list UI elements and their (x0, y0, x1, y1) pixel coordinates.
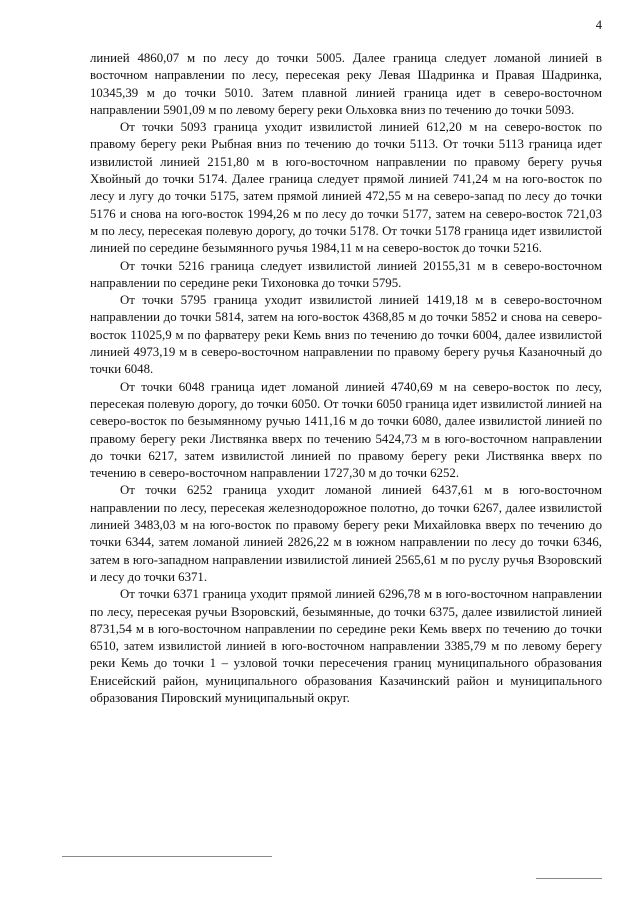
paragraph-7: От точки 6371 граница уходит прямой линией 6296,78 м в юго-восточном направлении по лесу, пересекая ручьи Взоровский, безымянные, до точки 6375, далее извилистой линией 8731,54 м в юго-восточном направлении по середине реки Кемь вверх по течению до точки 6510, затем извилистой линией в юго-восточном направлении 3385,79 м по левому берегу реки Кемь до точки 1 – узловой точки пересечения границ муниципального образования Енисейский район, муниципального образования Казачинский район и муниципального образования Пировский муниципальный округ. (90, 587, 602, 705)
paragraph-4: От точки 5795 граница уходит извилистой линией 1419,18 м в северо-восточном направлении до точки 5814, затем на юго-восток 4368,85 м до точки 5852 и снова на северо-восток 11025,9 м по фарватеру реки Кемь вниз по течению до точки 6004, далее извилистой линией 4973,19 м в северо-восточном направлении по правому берегу ручья Казаночный до точки 6048. (90, 293, 602, 377)
page-number: 4 (595, 18, 602, 32)
paragraph-5: От точки 6048 граница идет ломаной линией 4740,69 м на северо-восток по лесу, пересекая полевую дорогу, до точки 6050. От точки 6050 граница идет извилистой линией на северо-восток по безымянному ручью 1411,16 м до точки 6080, далее извилистой линией по правому берегу реки Листвянка вверх по течению 5424,73 м в юго-восточном направлении до точки 6217, затем извилистой линией по правому берегу реки Листвянка вверх по течению в северо-восточном направлении 1727,30 м до точки 6252. (90, 379, 602, 481)
document-body (90, 50, 602, 707)
paragraph-1: линией 4860,07 м по лесу до точки 5005. Далее граница следует ломаной линией в восточном направлении по лесу, пересекая реку Левая Шадринка и Правая Шадринка, 10345,39 м до точки 5010. Затем плавной линией граница идет в северо-восточном направлении 5901,09 м по левому берегу реки Ольховка вниз по течению до точки 5093. (90, 51, 602, 117)
paragraph-2: От точки 5093 граница уходит извилистой линией 612,20 м на северо-восток по правому берегу реки Рыбная вниз по течению до точки 5113. От точки 5113 граница идет извилистой линией 2151,80 м в юго-восточном направлении по правому берегу ручья Хвойный до точки 5174. Далее граница следует прямой линией 741,24 м на юго-восток по лесу и лугу до точки 5175, затем прямой линией 472,55 м на северо-запад по лесу до точки 5176 и снова на юго-восток 1994,26 м по лесу до точки 5177, затем на северо-восток 721,03 м по лесу, пересекая полевую дорогу, до точки 5178. От точки 5178 граница идет извилистой линией по середине безымянного ручья 1984,11 м на северо-восток до точки 5216. (90, 120, 602, 256)
paragraph-3: От точки 5216 граница следует извилистой линией 20155,31 м в северо-восточном направлении по середине реки Тихоновка до точки 5795. (90, 258, 602, 290)
footer-rule-left (62, 856, 272, 857)
footer-rule-right (536, 878, 602, 879)
paragraph-6: От точки 6252 граница уходит ломаной линией 6437,61 м в юго-восточном направлении по лесу, пересекая железнодорожное полотно, до точки 6267, далее извилистой линией 3483,03 м на юго-восток по правому берегу реки Михайловка вверх по течению до точки 6344, затем ломаной линией 2826,22 м в южном направлении по лесу до точки 6346, затем в юго-западном направлении извилистой линией 2565,61 м по руслу ручья Взоровский и лесу до точки 6371. (90, 483, 602, 584)
